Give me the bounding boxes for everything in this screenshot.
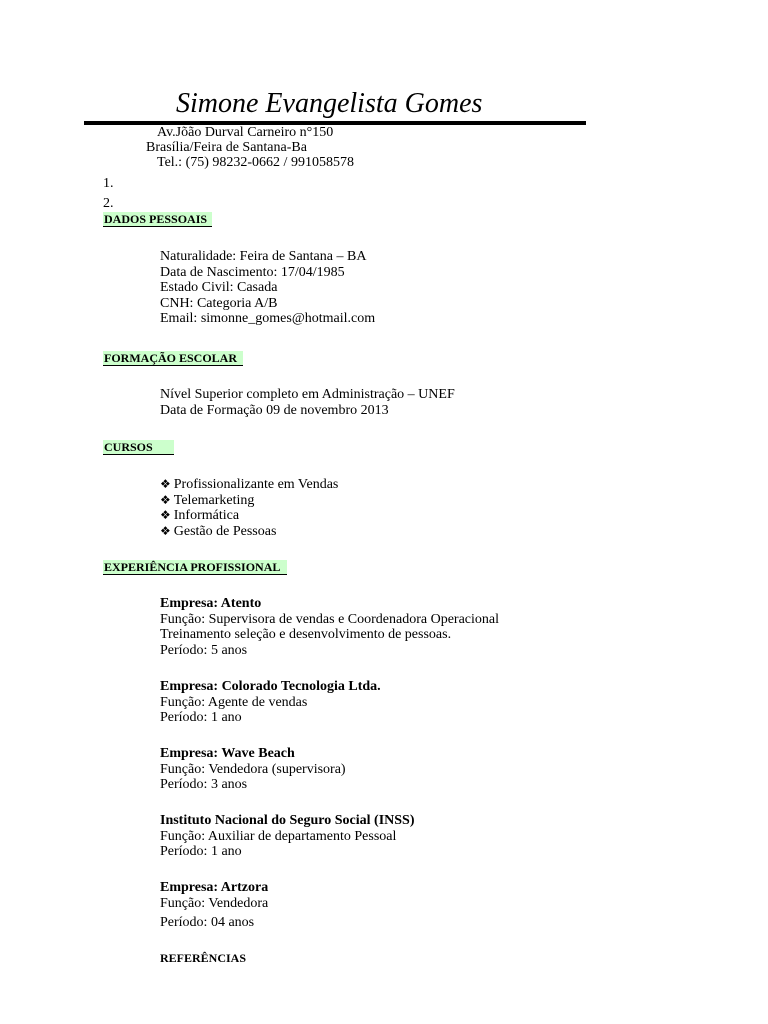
education-info [160,387,455,418]
job-role: Função: Vendedora [160,895,269,911]
job-entry [160,596,499,658]
list-item: ❖ Gestão de Pessoas [160,523,277,539]
phone-line: Tel.: (75) 98232-0662 / 991058578 [157,155,354,170]
section-heading-courses: CURSOS [103,440,174,455]
section-heading-personal: DADOS PESSOAIS [103,212,212,227]
company-name: Empresa: Colorado Tecnologia Ltda. [160,679,381,694]
diamond-bullet-icon: ❖ [160,477,171,491]
birthplace-line: Naturalidade: Feira de Santana – BA [160,249,367,264]
birthdate-line: Data de Nascimento: 17/04/1985 [160,264,345,280]
candidate-name: Simone Evangelista Gomes [176,88,483,119]
company-name: Empresa: Atento [160,596,262,611]
marital-status-line: Estado Civil: Casada [160,280,278,296]
job-role: Função: Supervisora de vendas e Coordenadora Operacional [160,611,499,627]
diamond-bullet-icon: ❖ [160,492,171,507]
job-entry [160,746,346,793]
diamond-bullet-icon: ❖ [160,508,171,523]
company-name: Empresa: Wave Beach [160,746,295,761]
courses-list [160,477,338,539]
graduation-date-line: Data de Formação 09 de novembro 2013 [160,402,389,418]
job-period: Período: 5 anos [160,642,248,658]
job-entry [160,880,268,931]
section-heading-experience: EXPERIÊNCIA PROFISSIONAL [103,560,287,575]
list-item: ❖ Profissionalizante em Vendas [160,477,339,492]
job-period: Período: 3 anos [160,777,248,793]
list-item: ❖ Informática [160,508,240,524]
job-description: Treinamento seleção e desenvolvimento de pessoas. [160,627,452,643]
job-role: Função: Vendedora (supervisora) [160,761,346,777]
city-line: Brasília/Feira de Santana-Ba [146,140,307,155]
diamond-bullet-icon: ❖ [160,523,171,538]
job-period: Período: 1 ano [160,710,242,726]
job-role: Função: Auxiliar de departamento Pessoal [160,828,397,844]
job-period: Período: 1 ano [160,844,242,860]
job-period: Período: 04 anos [160,915,255,931]
company-name: Instituto Nacional do Seguro Social (INSS) [160,813,415,828]
job-entry [160,679,381,726]
personal-info [160,249,375,327]
list-item: ❖ Telemarketing [160,492,255,508]
job-entry [160,813,415,860]
address-line: Av.Jõão Durval Carneiro n°150 [157,125,334,140]
degree-line: Nível Superior completo em Administração – UNEF [160,387,455,402]
section-heading-references: REFERÊNCIAS [160,951,247,965]
list-number-2: 2. [103,196,114,211]
job-role: Função: Agente de vendas [160,694,308,710]
company-name: Empresa: Artzora [160,880,269,895]
section-heading-education: FORMAÇÃO ESCOLAR [103,351,243,366]
list-number-1: 1. [103,176,114,191]
license-line: CNH: Categoria A/B [160,295,278,311]
email-line: Email: simonne_gomes@hotmail.com [160,311,376,327]
